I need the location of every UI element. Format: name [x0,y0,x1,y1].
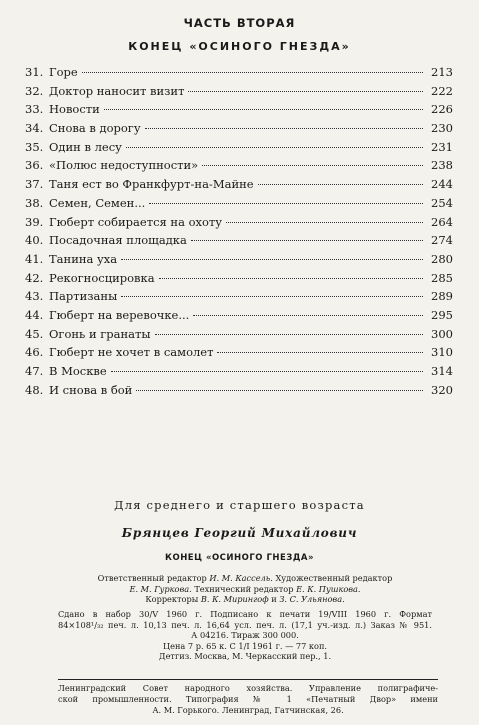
dot-leader [136,390,423,391]
chapter-title: Гюберт не хочет в самолет [49,345,214,360]
page-number: 244 [431,177,453,192]
table-of-contents [25,63,453,399]
dot-leader [155,334,423,335]
chapter-number: 37. [25,177,44,192]
chapter-title: Танина уха [49,251,118,266]
toc-entry [25,325,453,344]
page-number: 280 [431,251,453,266]
staff-name: Е. К. Пушкова. [296,583,361,594]
page-number: 230 [431,121,453,136]
dot-leader [202,165,423,166]
toc-entry [25,250,453,269]
author-name: Брянцев Георгий Михайлович [121,526,358,540]
dot-leader [149,203,423,204]
page-number: 289 [431,289,453,304]
page-number: 254 [431,195,453,210]
toc-entry [25,82,453,101]
page-number: 238 [431,158,453,173]
chapter-number: 39. [25,214,44,229]
page-number: 222 [431,83,453,98]
page-number: 314 [431,364,453,378]
page-number: 300 [431,326,453,341]
toc-entry [25,381,453,400]
toc-entry [25,156,453,175]
part-title: ЧАСТЬ ВТОРАЯ [183,16,296,30]
toc-entry [25,213,453,232]
dot-leader [104,109,423,110]
staff-name: В. К. Мирингоф [200,594,269,604]
publisher-address: Детгиз. Москва, М. Черкасский пер., 1. [158,651,332,661]
dot-leader [188,91,423,92]
chapter-number: 34. [25,121,44,136]
chapter-number: 48. [25,382,44,397]
book-title: КОНЕЦ «ОСИНОГО ГНЕЗДА» [165,553,314,563]
printer-line: Ленинградский Совет народного хозяйства. Управление полиграфиче- [58,683,438,693]
staff-text: Корректоры [145,594,201,604]
staff-text: Ответственный редактор [97,573,210,583]
chapter-title: Семен, Семен... [49,195,146,210]
chapter-number: 36. [25,158,44,173]
chapter-number: 44. [25,307,44,322]
staff-text: и [268,594,280,604]
chapter-number: 38. [25,195,44,210]
printing-details [58,609,432,662]
printer-info [58,683,438,715]
chapter-title: И снова в бой [49,382,133,397]
chapter-number: 47. [25,364,44,378]
toc-entry [25,362,453,381]
staff-line [58,594,432,605]
staff-name: И. М. Кассель. [209,573,273,583]
page-number: 310 [431,345,453,360]
toc-entry [25,231,453,250]
printing-line: 84×108¹/₃₂ печ. л. 10,13 печ. л. 16,64 усл. печ. л. (17,1 уч.-изд. л.) Заказ № 951. [58,619,432,630]
chapter-number: 46. [25,345,44,360]
staff-name: Е. М. Гуркова. [129,583,192,594]
page-number: 231 [431,139,453,154]
toc-entry [25,138,453,157]
page-number: 264 [431,214,453,229]
toc-entry [25,269,453,288]
dot-leader [258,184,423,185]
section-title: КОНЕЦ «ОСИНОГО ГНЕЗДА» [128,40,351,53]
page-number: 213 [431,65,453,79]
chapter-title: В Москве [49,364,107,378]
dot-leader [82,72,423,73]
chapter-title: Таня ест во Франкфурт-на-Майне [49,177,254,192]
toc-entry [25,175,453,194]
chapter-title: «Полюс недоступности» [49,158,199,173]
staff-text: Художественный редактор [272,573,393,583]
staff-line [58,573,432,584]
chapter-number: 45. [25,326,44,341]
chapter-title: Огонь и гранаты [49,326,151,341]
chapter-title: Снова в дорогу [49,121,141,136]
dot-leader [121,259,423,260]
chapter-number: 40. [25,233,44,248]
toc-entry [25,306,453,325]
chapter-title: Новости [49,102,100,117]
page-number: 295 [431,307,453,322]
dot-leader [226,222,423,223]
chapter-title: Гюберт на веревочке... [49,307,190,322]
printer-line: А. М. Горького. Ленинград, Гатчинская, 26. [152,704,344,715]
chapter-title: Горе [49,65,78,79]
chapter-number: 31. [25,65,44,79]
dot-leader [159,278,423,279]
toc-entry [25,119,453,138]
staff-line [58,584,432,595]
chapter-title: Доктор наносит визит [49,83,185,98]
chapter-number: 41. [25,251,44,266]
chapter-number: 33. [25,102,44,117]
age-group-note: Для среднего и старшего возраста [114,498,365,512]
chapter-number: 32. [25,83,44,98]
page-number: 226 [431,102,453,117]
dot-leader [111,371,423,372]
chapter-number: 35. [25,139,44,154]
divider [58,679,438,680]
dot-leader [126,147,423,148]
staff-name: З. С. Ульянова. [279,594,345,604]
chapter-number: 43. [25,289,44,304]
chapter-title: Посадочная площадка [49,233,187,248]
chapter-number: 42. [25,270,44,285]
toc-entry [25,100,453,119]
toc-entry [25,194,453,213]
editorial-staff [58,573,432,605]
dot-leader [217,352,423,353]
chapter-title: Гюберт собирается на охоту [49,214,223,229]
printer-line: ской промышленности. Типография № 1 «Печатный Двор» имени [58,693,438,704]
dot-leader [121,296,423,297]
page-number: 320 [431,382,453,397]
dot-leader [193,315,423,316]
page-number: 274 [431,233,453,248]
dot-leader [145,128,423,129]
price-line: Цена 7 р. 65 к. С 1/I 1961 г. — 77 коп. [162,640,328,651]
page-number: 285 [431,270,453,285]
toc-entry [25,343,453,362]
toc-entry [25,63,453,82]
chapter-title: Один в лесу [49,139,122,154]
printing-line: А 04216. Тираж 300 000. [191,630,299,640]
staff-text: Технический редактор [191,583,297,594]
chapter-title: Партизаны [49,289,118,304]
toc-entry [25,287,453,306]
dot-leader [191,240,423,241]
printing-line: Сдано в набор 30/V 1960 г. Подписано к печати 19/VIII 1960 г. Формат [58,609,432,619]
chapter-title: Рекогносцировка [49,270,155,285]
